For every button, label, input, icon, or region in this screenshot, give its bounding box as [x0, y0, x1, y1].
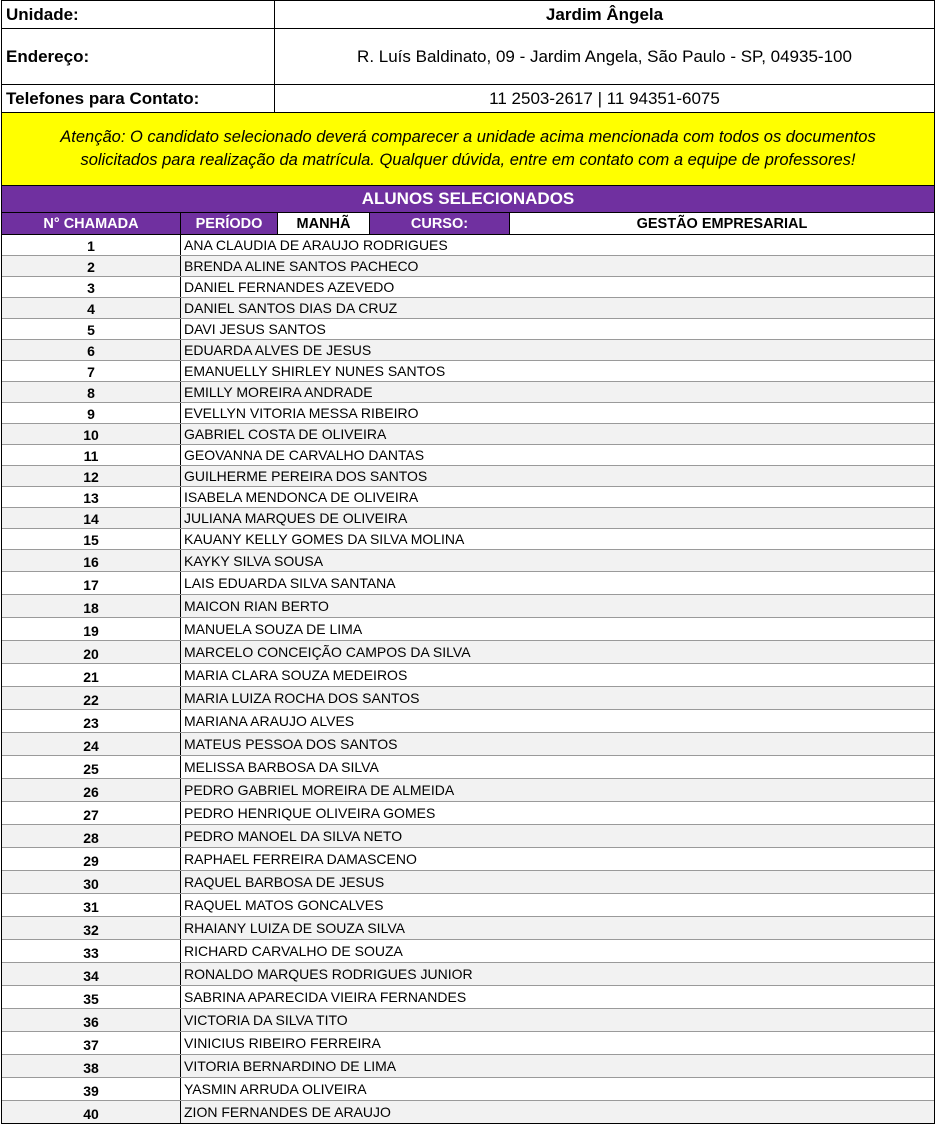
- table-row: [2, 710, 934, 733]
- row-number: 16: [2, 550, 181, 571]
- table-row: [2, 733, 934, 756]
- telefones-value: 11 2503-2617 | 11 94351-6075: [489, 88, 720, 108]
- header-chamada: N° CHAMADA: [2, 213, 181, 234]
- row-number: 14: [2, 508, 181, 528]
- row-number: 6: [2, 340, 181, 360]
- row-number: 29: [2, 848, 181, 870]
- student-name: PEDRO MANOEL DA SILVA NETO: [184, 828, 403, 844]
- student-name: RONALDO MARQUES RODRIGUES JUNIOR: [184, 966, 473, 982]
- row-number: 3: [2, 277, 181, 297]
- student-name: GABRIEL COSTA DE OLIVEIRA: [184, 426, 387, 442]
- student-name: YASMIN ARRUDA OLIVEIRA: [184, 1081, 367, 1097]
- row-number: 34: [2, 963, 181, 985]
- student-name: PEDRO GABRIEL MOREIRA DE ALMEIDA: [184, 782, 455, 798]
- notice-line-1: Atenção: O candidato selecionado deverá comparecer a unidade acima mencionada com todos os documentos: [60, 128, 876, 146]
- student-name: KAYKY SILVA SOUSA: [184, 552, 324, 569]
- row-number: 32: [2, 917, 181, 939]
- row-number: 25: [2, 756, 181, 778]
- student-name: JULIANA MARQUES DE OLIVEIRA: [184, 510, 408, 526]
- student-name: RICHARD CARVALHO DE SOUZA: [184, 943, 403, 959]
- header-periodo-label: PERÍODO: [181, 213, 278, 234]
- row-number: 26: [2, 779, 181, 801]
- student-name: RAQUEL MATOS GONCALVES: [184, 897, 384, 913]
- student-name: MARCELO CONCEIÇÃO CAMPOS DA SILVA: [184, 644, 471, 660]
- row-number: 24: [2, 733, 181, 755]
- table-row: [2, 298, 934, 319]
- row-number: 35: [2, 986, 181, 1008]
- row-number: 12: [2, 466, 181, 486]
- table-row: [2, 235, 934, 256]
- row-number: 28: [2, 825, 181, 847]
- student-name: PEDRO HENRIQUE OLIVEIRA GOMES: [184, 805, 436, 821]
- table-row: [2, 403, 934, 424]
- student-name: EMILLY MOREIRA ANDRADE: [184, 384, 373, 400]
- table-row: [2, 894, 934, 917]
- student-name: VINICIUS RIBEIRO FERREIRA: [184, 1035, 381, 1051]
- table-row: [2, 382, 934, 403]
- table-row: [2, 1032, 934, 1055]
- student-name: RHAIANY LUIZA DE SOUZA SILVA: [184, 920, 405, 936]
- table-row: [2, 1101, 934, 1124]
- table-row: [2, 361, 934, 382]
- row-number: 2: [2, 256, 181, 276]
- student-name: MELISSA BARBOSA DA SILVA: [184, 759, 379, 775]
- table-header: [1, 213, 935, 235]
- row-number: 13: [2, 487, 181, 507]
- table-row: [2, 572, 934, 595]
- student-name: ISABELA MENDONCA DE OLIVEIRA: [184, 489, 419, 505]
- table-row: [2, 618, 934, 641]
- table-row: [2, 508, 934, 529]
- table-row: [2, 848, 934, 871]
- notice-line-2: solicitados para realização da matrícula. Qualquer dúvida, entre em contato com a equipe de professores!: [80, 151, 856, 169]
- student-name: EVELLYN VITORIA MESSA RIBEIRO: [184, 405, 419, 421]
- table-row: [2, 1009, 934, 1032]
- table-row: [2, 487, 934, 508]
- table-row: [2, 664, 934, 687]
- student-name: DAVI JESUS SANTOS: [184, 321, 326, 337]
- table-row: [2, 687, 934, 710]
- table-row: [2, 445, 934, 466]
- student-name: MARIA CLARA SOUZA MEDEIROS: [184, 667, 408, 683]
- row-number: 27: [2, 802, 181, 824]
- table-row: [2, 986, 934, 1009]
- table-row: [2, 595, 934, 618]
- table-row: [2, 529, 934, 550]
- table-row: [2, 340, 934, 361]
- student-name: MANUELA SOUZA DE LIMA: [184, 621, 363, 637]
- student-name: VICTORIA DA SILVA TITO: [184, 1012, 348, 1028]
- row-number: 1: [2, 235, 181, 255]
- table-row: [2, 871, 934, 894]
- student-name: MARIA LUIZA ROCHA DOS SANTOS: [184, 690, 420, 706]
- endereco-row: [1, 29, 935, 85]
- telefones-row: [1, 85, 935, 113]
- student-name: MATEUS PESSOA DOS SANTOS: [184, 736, 398, 752]
- header-periodo-value: MANHÃ: [278, 213, 370, 234]
- row-number: 37: [2, 1032, 181, 1054]
- row-number: 7: [2, 361, 181, 381]
- row-number: 11: [2, 445, 181, 465]
- table-row: [2, 641, 934, 664]
- row-number: 9: [2, 403, 181, 423]
- student-name: ANA CLAUDIA DE ARAUJO RODRIGUES: [184, 237, 448, 253]
- student-name: RAQUEL BARBOSA DE JESUS: [184, 874, 385, 890]
- endereco-label: Endereço:: [2, 29, 275, 84]
- student-name: BRENDA ALINE SANTOS PACHECO: [184, 258, 419, 274]
- table-row: [2, 756, 934, 779]
- header-curso-value: GESTÃO EMPRESARIAL: [636, 215, 808, 232]
- student-name: ZION FERNANDES DE ARAUJO: [184, 1104, 391, 1120]
- student-name: EDUARDA ALVES DE JESUS: [184, 342, 372, 358]
- row-number: 19: [2, 618, 181, 640]
- row-number: 23: [2, 710, 181, 732]
- student-name: EMANUELLY SHIRLEY NUNES SANTOS: [184, 363, 446, 379]
- row-number: 5: [2, 319, 181, 339]
- unidade-value: Jardim Ângela: [545, 4, 664, 24]
- student-name: SABRINA APARECIDA VIEIRA FERNANDES: [184, 989, 467, 1005]
- table-row: [2, 1055, 934, 1078]
- endereco-value: R. Luís Baldinato, 09 - Jardim Angela, São Paulo - SP, 04935-100: [357, 46, 852, 66]
- section-title: ALUNOS SELECIONADOS: [1, 186, 935, 213]
- student-name: VITORIA BERNARDINO DE LIMA: [184, 1058, 397, 1074]
- student-name: MARIANA ARAUJO ALVES: [184, 713, 355, 729]
- selection-sheet: [1, 0, 935, 1124]
- student-name: RAPHAEL FERREIRA DAMASCENO: [184, 851, 417, 867]
- row-number: 38: [2, 1055, 181, 1077]
- row-number: 33: [2, 940, 181, 962]
- table-row: [2, 825, 934, 848]
- table-row: [2, 319, 934, 340]
- row-number: 17: [2, 572, 181, 594]
- student-name: MAICON RIAN BERTO: [184, 598, 329, 614]
- student-name: DANIEL SANTOS DIAS DA CRUZ: [184, 300, 398, 316]
- students-table: [1, 235, 935, 1124]
- row-number: 40: [2, 1101, 181, 1123]
- student-name: LAIS EDUARDA SILVA SANTANA: [184, 575, 396, 591]
- row-number: 8: [2, 382, 181, 402]
- table-row: [2, 424, 934, 445]
- row-number: 39: [2, 1078, 181, 1100]
- telefones-label: Telefones para Contato:: [2, 85, 275, 112]
- unidade-row: [1, 0, 935, 29]
- row-number: 15: [2, 529, 181, 549]
- row-number: 36: [2, 1009, 181, 1031]
- notice-box: [1, 113, 935, 186]
- row-number: 10: [2, 424, 181, 444]
- row-number: 21: [2, 664, 181, 686]
- table-row: [2, 277, 934, 298]
- student-name: DANIEL FERNANDES AZEVEDO: [184, 279, 395, 295]
- unidade-label: Unidade:: [2, 1, 275, 28]
- table-row: [2, 550, 934, 572]
- student-name: GEOVANNA DE CARVALHO DANTAS: [184, 447, 425, 463]
- row-number: 4: [2, 298, 181, 318]
- row-number: 18: [2, 595, 181, 617]
- table-row: [2, 940, 934, 963]
- table-row: [2, 779, 934, 802]
- row-number: 31: [2, 894, 181, 916]
- table-row: [2, 917, 934, 940]
- student-name: GUILHERME PEREIRA DOS SANTOS: [184, 468, 428, 484]
- row-number: 30: [2, 871, 181, 893]
- table-row: [2, 963, 934, 986]
- student-name: KAUANY KELLY GOMES DA SILVA MOLINA: [184, 531, 465, 547]
- table-row: [2, 256, 934, 277]
- row-number: 22: [2, 687, 181, 709]
- row-number: 20: [2, 641, 181, 663]
- table-row: [2, 466, 934, 487]
- table-row: [2, 1078, 934, 1101]
- header-curso-label: CURSO:: [370, 213, 510, 234]
- table-row: [2, 802, 934, 825]
